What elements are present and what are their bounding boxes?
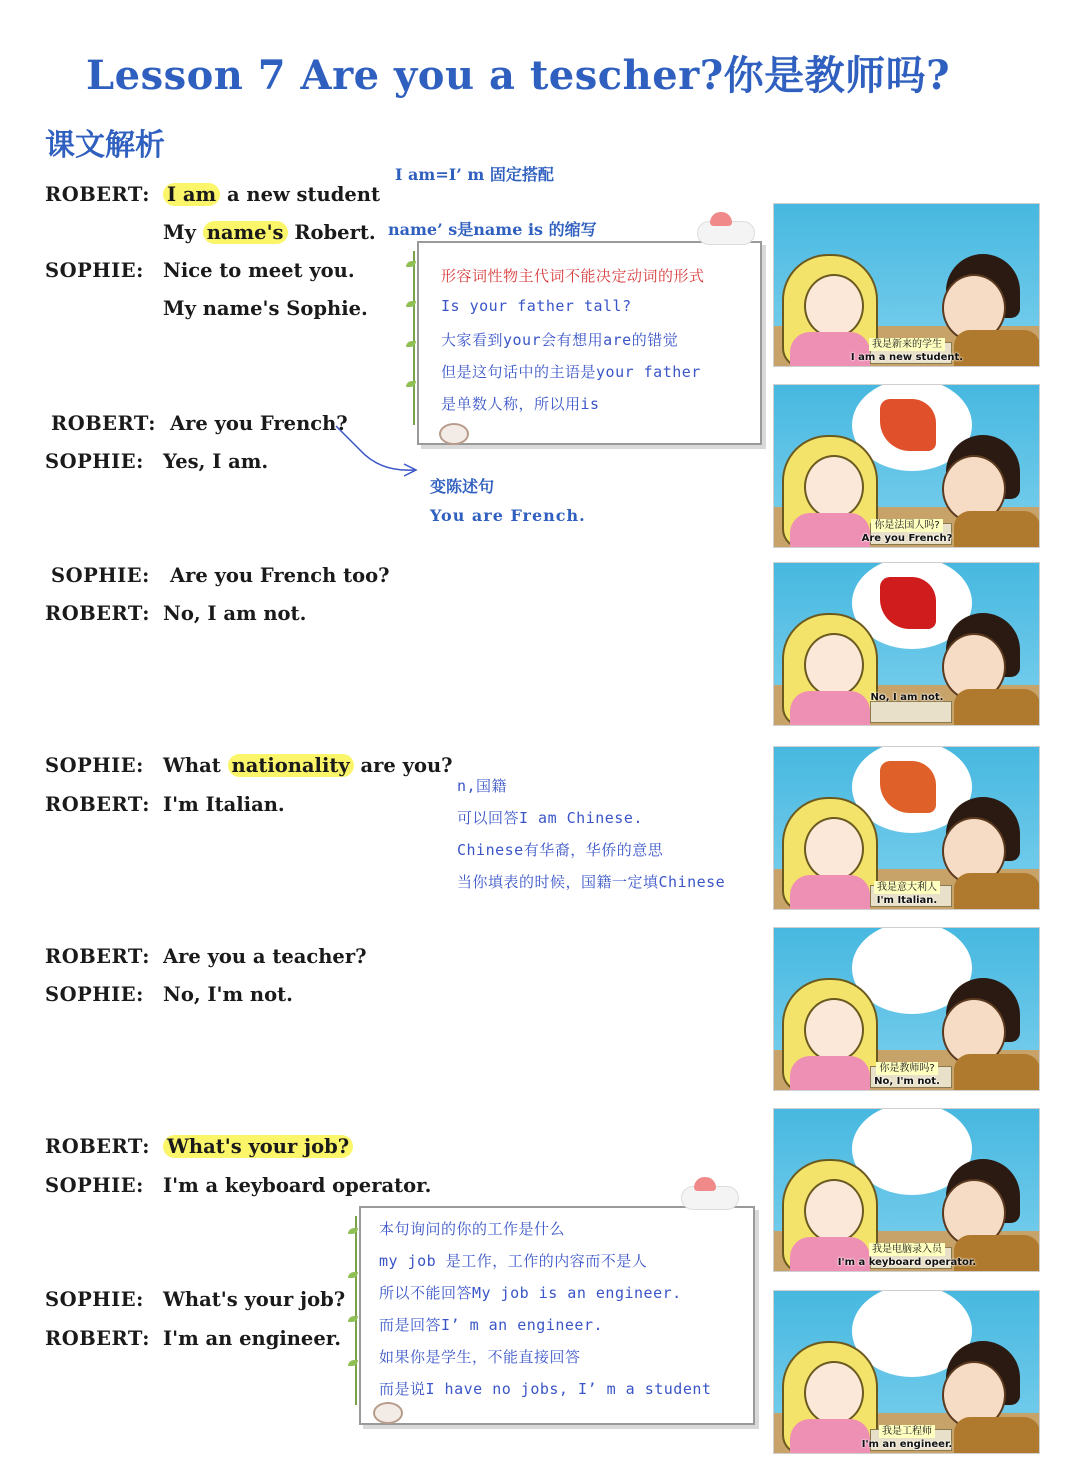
note-line: my job 是工作，工作的内容而不是人 [379,1252,648,1270]
job-note-box [359,1206,755,1425]
dialogue-line: No, I'm not. [163,983,293,1006]
dialogue-line: I'm an engineer. [163,1327,342,1350]
speaker-label: SOPHIE: [45,1288,144,1311]
panel-caption: 我是电脑录入员 I'm a keyboard operator. [837,1244,977,1268]
speaker-label: SOPHIE: [45,1174,144,1197]
speaker-label: SOPHIE: [51,564,150,587]
dialogue-line: My name's Robert. [163,221,376,244]
dialogue-line: What's your job? [163,1288,346,1311]
note-names: name’ s是name is 的缩写 [388,220,597,239]
dialogue-line: I'm Italian. [163,793,285,816]
vine-decoration [413,251,427,425]
note-line: 形容词性物主代词不能决定动词的形式 [441,267,705,285]
speaker-label: SOPHIE: [45,983,144,1006]
note-line: 大家看到your会有想用are的错觉 [441,331,679,349]
speaker-label: SOPHIE: [45,754,144,777]
comic-panel [773,562,1040,726]
comic-panel [773,1108,1040,1272]
comic-panel [773,203,1040,367]
panel-caption: 我是工程师 I'm an engineer. [861,1426,953,1450]
highlight: name's [203,221,288,244]
note-line: 所以不能回答My job is an engineer. [379,1284,682,1302]
comic-panel [773,1290,1040,1454]
girl-character [804,274,864,338]
grammar-note-box [417,241,762,445]
comic-panel [773,384,1040,548]
dialogue-line: No, I am not. [163,602,307,625]
dialogue-line [163,1135,353,1158]
dialogue-line: What nationality are you? [163,754,453,777]
cloud-icon [697,221,755,245]
note-line: 但是这句话中的主语是your father [441,363,701,381]
panel-caption: 我是新来的学生 I am a new student. [850,339,964,363]
panel-caption: 你是法国人吗? Are you French? [861,520,953,544]
page-title: Lesson 7 Are you a tescher?你是教师吗? [86,52,951,99]
dialogue-line: Are you French? [170,412,348,435]
girl-character [804,817,864,881]
girl-character [804,1179,864,1243]
speaker-label: ROBERT: [45,1327,150,1350]
note-line: Is your father tall? [441,297,632,315]
note-line: 而是说I have no jobs, I’ m a student [379,1380,712,1398]
highlight: I am [163,183,220,206]
speaker-label: SOPHIE: [45,450,144,473]
speaker-label: ROBERT: [45,602,150,625]
speaker-label: ROBERT: [45,183,150,206]
dialogue-line: Are you French too? [170,564,390,587]
girl-character [804,455,864,519]
note-line: 如果你是学生，不能直接回答 [379,1348,581,1366]
comic-panel [773,927,1040,1091]
dialogue-line: Nice to meet you. [163,259,355,282]
highlight: nationality [228,754,354,777]
note-nationality: 当你填表的时候，国籍一定填Chinese [457,873,726,891]
cloud-icon [681,1186,739,1210]
note-line: 本句询问的你的工作是什么 [379,1220,566,1238]
dialogue-line: Are you a teacher? [163,945,367,968]
panel-caption: 我是意大利人 I'm Italian. [832,875,982,907]
dialogue-line: My name's Sophie. [163,297,368,320]
note-statement: You are French. [430,506,586,525]
panel-caption: 你是教师吗? No, I'm not. [874,1063,940,1087]
speaker-label: ROBERT: [45,793,150,816]
highlight: What's your job? [163,1135,353,1158]
note-line: 而是回答I’ m an engineer. [379,1316,604,1334]
note-statement-label: 变陈述句 [430,477,495,496]
dialogue-line: I am a new student [163,183,380,206]
girl-character [804,633,864,697]
vine-decoration [355,1216,369,1405]
speaker-label: ROBERT: [51,412,156,435]
girl-character [804,1361,864,1425]
dialogue-line: I'm a keyboard operator. [163,1174,432,1197]
section-title: 课文解析 [45,128,165,163]
speaker-label: ROBERT: [45,945,150,968]
speaker-label: SOPHIE: [45,259,144,282]
comic-panel [773,746,1040,910]
dialogue-line: Yes, I am. [163,450,269,473]
panel-caption: No, I am not. [870,692,944,703]
note-nationality: n,国籍 [457,777,508,795]
note-nationality: Chinese有华裔，华侨的意思 [457,841,664,859]
girl-character [804,998,864,1062]
note-line: 是单数人称，所以用is [441,395,600,413]
speaker-label: ROBERT: [45,1135,150,1158]
snail-icon [373,1402,403,1424]
note-iam: I am=I’ m 固定搭配 [395,165,554,184]
arrow-icon [330,420,430,490]
note-nationality: 可以回答I am Chinese. [457,809,643,827]
snail-icon [439,423,469,445]
